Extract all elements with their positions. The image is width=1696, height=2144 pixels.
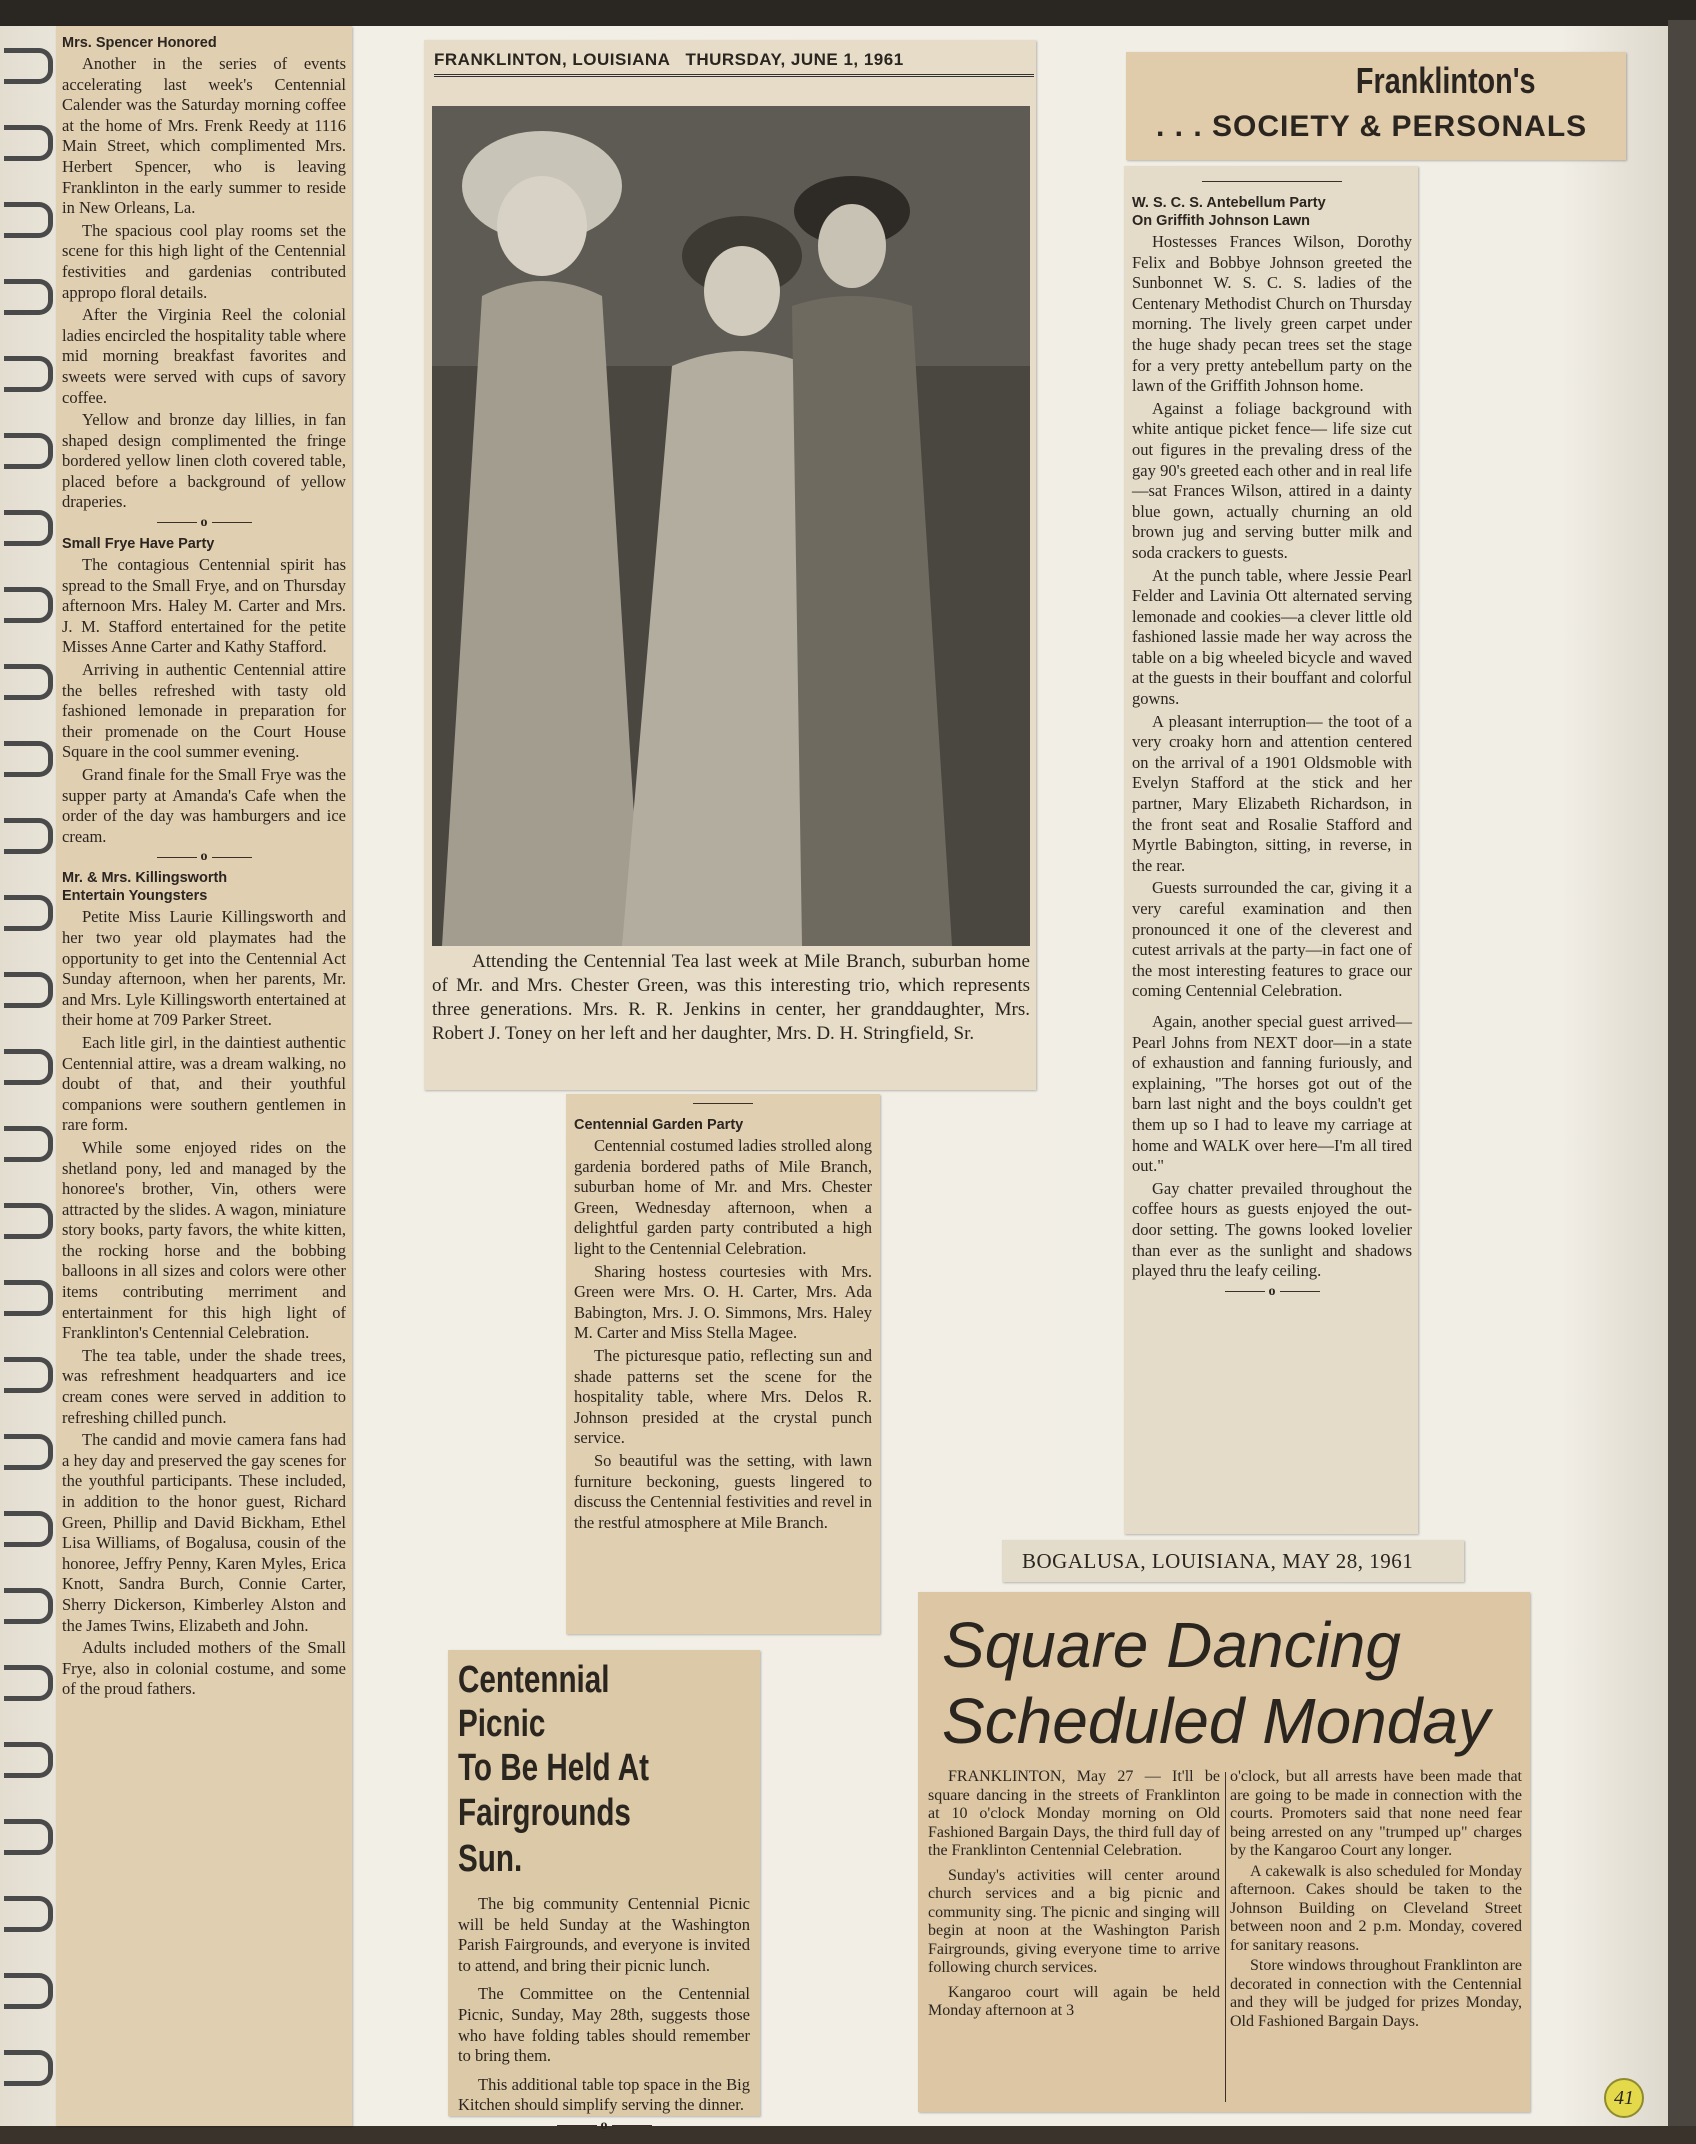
picnic-headline-line3: Fairgrounds Sun. <box>458 1792 631 1880</box>
headline-garden-party: Centennial Garden Party <box>574 1117 744 1133</box>
paragraph: The contagious Centennial spirit has spread to the Small Frye, and on Thursday afternoon Mrs. Haley M. Carter and Mrs. J. M. Stafford entertained for the petite Misses Anne Carter and Kathy Stafford. <box>62 555 346 657</box>
spiral-ring <box>4 1742 53 1778</box>
paragraph: Petite Miss Laurie Killingsworth and her two year old playmates had the opportunity to get into the Centennial Act Sunday afternoon, when her parents, Mr. and Mrs. Lyle Killingsworth entertained at their home at 709 Parker Street. <box>62 907 346 1030</box>
top-rule <box>1132 174 1412 190</box>
spiral-ring <box>4 1665 53 1701</box>
square-column-rule <box>1225 1772 1226 2102</box>
spiral-ring <box>4 202 53 238</box>
photo-figures <box>432 106 1030 946</box>
paragraph: This additional table top space in the Big Kitchen should simplify serving the dinner. <box>458 2074 750 2115</box>
paragraph: o'clock, but all arrests have been made that are going to be made in connection with the courts. Promoters said that none need fear being arrested on any "trumped up" charges by the Kangaroo Court any longer. <box>1230 1768 1522 1859</box>
paragraph: The tea table, under the shade trees, was refreshment headquarters and ice cream cones were served in addition to refreshing chilled punch. <box>62 1345 346 1427</box>
square-right-column <box>1230 1768 1522 2033</box>
paragraph: Arriving in authentic Centennial attire the belles refreshed with tasty old fashioned lemonade in preparation for their promenade on the Court House Square in the cool summer evening. <box>62 660 346 762</box>
top-rule <box>574 1096 872 1112</box>
paragraph: Sharing hostess courtesies with Mrs. Green were Mrs. O. H. Carter, Mrs. Ada Babington, Mrs. J. O. Simmons, Mrs. Haley M. Carter and Miss Stella Magee. <box>574 1261 872 1343</box>
paragraph: Hostesses Frances Wilson, Dorothy Felix and Bobbye Johnson greeted the Sunbonnet W. S. C. S. ladies of the Centenary Methodist Church on Thursday morning. The lively green carpet under the huge shady pecan trees set the stage for a very pretty antebellum party on the lawn of the Griffith Johnson home. <box>1132 232 1412 396</box>
separator: o <box>62 515 346 531</box>
paragraph: The spacious cool play rooms set the scene for this high light of the Centennial festivities and gardenias contributed appropo floral details. <box>62 220 346 302</box>
photo-caption: Attending the Centennial Tea last week at Mile Branch, suburban home of Mr. and Mrs. Chester Green, was this interesting trio, which represents three generations. Mrs. R. R. Jenkins in center, her granddaughter, Mrs. Robert J. Toney on her left and her daughter, Mrs. D. H. Stringfield, Sr. <box>432 951 1030 1044</box>
paragraph: Centennial costumed ladies strolled along gardenia bordered paths of Mile Branch, suburban home of Mr. and Mrs. Chester Green, Wednesday afternoon, when a delightful garden party contributed a high light to the Centennial Celebration. <box>574 1136 872 1258</box>
paragraph: Each litle girl, in the daintiest authentic Centennial attire, was a dream walking, no doubt of that, and their youthful companions were southern gentlemen in rare form. <box>62 1032 346 1135</box>
spiral-ring <box>4 741 53 777</box>
bogalusa-dateline-clipping <box>1002 1540 1464 1582</box>
square-left-column <box>928 1768 1220 2023</box>
paragraph: Grand finale for the Small Frye was the supper party at Amanda's Cafe when the order of the day was hamburgers and ice cream. <box>62 765 346 846</box>
paragraph: Again, another special guest arrived—Pearl Johns from NEXT door—in a state of exhaustion and fanning furiously, and explaining, "The horses got out of the barn last night and the boys couldn't get them up so I had to leave my carriage at home and WALK over here—I'm all tired out." <box>1132 1011 1412 1176</box>
three-women-photo <box>432 106 1030 946</box>
paragraph: The big community Centennial Picnic will be held Sunday at the Washington Parish Fairgrounds, and everyone is invited to attend, and bring their picnic lunch. <box>458 1894 750 1975</box>
paragraph: Guests surrounded the car, giving it a very careful examination and then pronounced it one of the cleverest and cutest arrivals at the party—in fact one of the most interesting features to grace our coming Centennial Celebration. <box>1132 878 1412 1001</box>
square-dancing-clipping <box>918 1592 1530 2112</box>
picnic-headline-line2: To Be Held At <box>458 1747 650 1789</box>
paragraph: Adults included mothers of the Small Frye, also in colonial costume, and some of the proud fathers. <box>62 1638 346 1699</box>
spiral-ring <box>4 895 53 931</box>
spiral-ring <box>4 279 53 315</box>
spiral-ring <box>4 587 53 623</box>
paragraph: The candid and movie camera fans had a hey day and preserved the gay scenes for the youthful participants. These included, in addition to the honor guest, Richard Green, Phillip and David Bickham, Ethel Lisa Williams, of Bogalusa, cousin of the honoree, Jeffry Penny, Karen Myles, Erica Knott, Sandra Burch, Connie Carter, Sherry Dickerson, Kimberley Alston and the James Twins, Elizabeth and John. <box>62 1430 346 1635</box>
photo-dateline: FRANKLINTON, LOUISIANA THURSDAY, JUNE 1, 1961 <box>434 50 1034 77</box>
spiral-ring <box>4 433 53 469</box>
paragraph: While some enjoyed rides on the shetland pony, led and managed by the honoree's brother, Vin, others were attracted by the slides. A wagon, miniature story books, party favors, the white kitten, the rocking horse and the bobbing balloons in all sizes and colors were other items contributing merriment and entertainment for this high light of Franklinton's Centennial Celebration. <box>62 1137 346 1343</box>
paragraph: A pleasant interruption— the toot of a very croaky horn and attention centered on the arrival of a 1901 Oldsmoble with Evelyn Stafford at the stick and her partner, Mary Elizabeth Richardson, in the front seat and Rosalie Stafford and Myrtle Babington, sitting, in reverse, in the rear. <box>1132 711 1412 875</box>
paragraph: Against a foliage background with white antique picket fence— life size cut out figures in the prevaling dress of the gay 90's greeted each other and in real life—sat Frances Wilson, attired in a dainty blue gown, actually churning an old brown jug and serving butter milk and soda crackers to guests. <box>1132 398 1412 562</box>
society-column-clipping <box>1124 166 1418 1534</box>
paragraph: So beautiful was the setting, with lawn furniture beckoning, guests lingered to discuss the Centennial festivities and revel in the restful atmosphere at Mile Branch. <box>574 1450 872 1532</box>
society-title-personals: . . . SOCIETY & PERSONALS <box>1156 110 1588 143</box>
spiral-ring <box>4 1511 53 1547</box>
headline-spencer-honored: Mrs. Spencer Honored <box>62 35 217 51</box>
spiral-ring <box>4 1203 53 1239</box>
society-header-clipping <box>1126 52 1626 160</box>
paragraph: The picturesque patio, reflecting sun and shade patterns set the scene for the hospitality table, where Mrs. Delos R. Johnson presided at the crystal punch service. <box>574 1345 872 1448</box>
separator: o <box>458 2118 750 2134</box>
spiral-ring <box>4 48 53 84</box>
spiral-ring <box>4 510 53 546</box>
page-number-sticker: 41 <box>1604 2078 1644 2118</box>
spiral-ring <box>4 972 53 1008</box>
headline-entertain-youngsters: Entertain Youngsters <box>62 888 208 905</box>
spiral-ring <box>4 664 53 700</box>
paragraph: At the punch table, where Jessie Pearl Felder and Lavinia Ott alternated serving lemonade and cookies—a clever little old fashioned lassie made her way across the table on a big wheeled bicycle and waved at the guests in their bouffant and colorful gowns. <box>1132 565 1412 709</box>
headline-killingsworth: Mr. & Mrs. Killingsworth <box>62 870 228 887</box>
left-column-clipping <box>56 26 352 2126</box>
headline-wscs-party: W. S. C. S. Antebellum Party <box>1132 195 1326 211</box>
spiral-ring <box>4 1434 53 1470</box>
paragraph: After the Virginia Reel the colonial ladies encircled the hospitality table where mid morning breakfast favorites and sweets were served with cups of savory coffee. <box>62 305 346 407</box>
society-title-franklintons: Franklinton's <box>1356 60 1536 101</box>
paragraph: Yellow and bronze day lillies, in fan shaped design complimented the fringe bordered yellow linen cloth covered table, placed before a background of yellow draperies. <box>62 410 346 512</box>
paragraph: Another in the series of events accelerating last week's Centennial Calender was the Saturday morning coffee at the home of Mrs. Frenk Reedy at 1116 Main Street, which complimented Mrs. Herbert Spencer, who is leaving Franklinton in the early summer to reside in New Orleans, La. <box>62 54 346 218</box>
paragraph: Kangaroo court will again be held Monday afternoon at 3 <box>928 1983 1220 2019</box>
album-right-edge <box>1668 20 1696 2130</box>
spiral-ring <box>4 2050 53 2086</box>
picnic-clipping <box>448 1650 760 2133</box>
headline-small-frye: Small Frye Have Party <box>62 536 215 553</box>
garden-party-clipping <box>566 1094 880 1634</box>
spiral-ring <box>4 1896 53 1932</box>
square-headline-line2: Scheduled Monday <box>942 1685 1490 1757</box>
spiral-ring <box>4 1049 53 1085</box>
paragraph: A cakewalk is also scheduled for Monday afternoon. Cakes should be taken to the Johnson Building on Cleveland Street between noon and 2 p.m. Monday, covered for sanitary reasons. <box>1230 1862 1522 1954</box>
spiral-binding <box>0 30 60 2130</box>
album-bottom-edge <box>0 2126 1696 2144</box>
paragraph: Gay chatter prevailed throughout the coffee hours as guests enjoyed the out-door setting. The gowns looked lovelier than ever as the sunlight and shadows played thru the leafy ceiling. <box>1132 1178 1412 1281</box>
paragraph: FRANKLINTON, May 27 — It'll be square dancing in the streets of Franklinton at 10 o'clock Monday morning on Old Fashioned Bargain Days, the third full day of the Franklinton Centennial Celebration. <box>928 1768 1220 1859</box>
album-top-edge <box>0 0 1696 26</box>
paragraph: Sunday's activities will center around church services and a big picnic and community sing. The picnic and singing will begin at noon at the Washington Parish Fairgrounds, giving everyone time to arrive following church services. <box>928 1866 1220 1976</box>
spiral-ring <box>4 1126 53 1162</box>
bogalusa-dateline: BOGALUSA, LOUISIANA, MAY 28, 1961 <box>1022 1549 1414 1573</box>
spiral-ring <box>4 1357 53 1393</box>
spiral-ring <box>4 356 53 392</box>
paragraph: The Committee on the Centennial Picnic, Sunday, May 28th, suggests those who have folding tables should remember to bring them. <box>458 1984 750 2066</box>
spiral-ring <box>4 818 53 854</box>
square-headline-line1: Square Dancing <box>942 1609 1401 1681</box>
spiral-ring <box>4 1588 53 1624</box>
spiral-ring <box>4 1819 53 1855</box>
spiral-ring <box>4 125 53 161</box>
headline-griffith-lawn: On Griffith Johnson Lawn <box>1132 213 1311 229</box>
separator: o <box>62 849 346 865</box>
spiral-ring <box>4 1973 53 2009</box>
picnic-headline-line1: Centennial Picnic <box>458 1659 610 1745</box>
separator: o <box>1132 1284 1412 1300</box>
paragraph: Store windows throughout Franklinton are decorated in connection with the Centennial and they will be judged for prizes Monday, Old Fashioned Bargain Days. <box>1230 1957 1522 2030</box>
spiral-ring <box>4 1280 53 1316</box>
